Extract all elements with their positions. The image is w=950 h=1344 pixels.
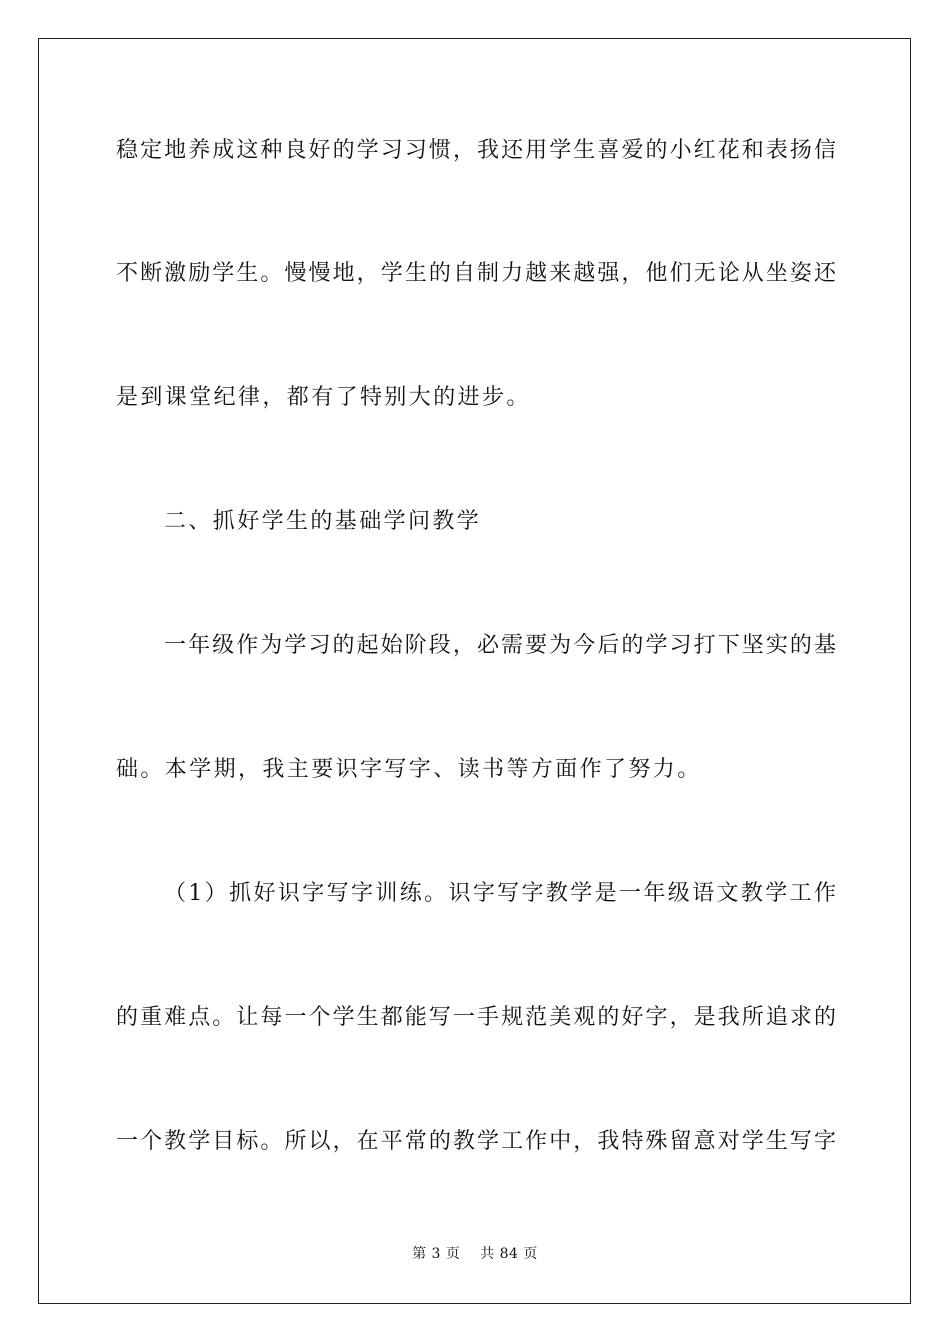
- text-line: 础。本学期，我主要识字写字、读书等方面作了努力。: [116, 757, 702, 782]
- page-frame: [38, 38, 911, 1304]
- section-heading: 二、抓好学生的基础学问教学: [164, 509, 482, 534]
- text-line: 是到课堂纪律，都有了特别大的进步。: [116, 385, 531, 410]
- text-line: 不断激励学生。慢慢地，学生的自制力越来越强，他们无论从坐姿还: [116, 261, 836, 286]
- text-line: 的重难点。让每一个学生都能写一手规范美观的好字，是我所追求的: [116, 1005, 836, 1030]
- text-line: （1）抓好识字写字训练。识字写字教学是一年级语文教学工作: [164, 881, 836, 906]
- text-line: 一个教学目标。所以，在平常的教学工作中，我特殊留意对学生写字: [116, 1129, 836, 1154]
- text-line: 稳定地养成这种良好的学习习惯，我还用学生喜爱的小红花和表扬信: [116, 138, 836, 163]
- page-number-footer: 第 3 页 共 84 页: [412, 1246, 538, 1262]
- text-line: 一年级作为学习的起始阶段，必需要为今后的学习打下坚实的基: [164, 633, 836, 658]
